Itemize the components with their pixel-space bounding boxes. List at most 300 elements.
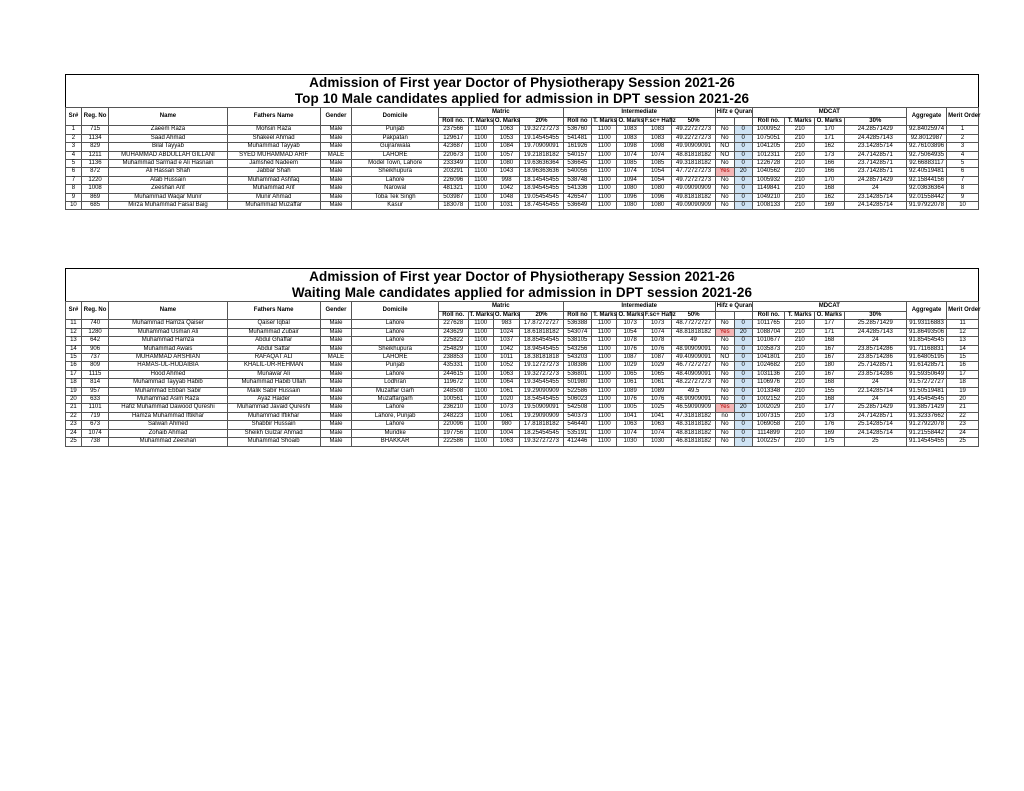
cell-inter-total: 1100 <box>592 337 617 345</box>
cell-inter-total: 1100 <box>592 438 617 446</box>
cell-father-name: Shakeel Ahmad <box>227 134 320 142</box>
cell-inter-roll: 536649 <box>563 202 592 210</box>
cell-merit-order: 20 <box>947 396 979 404</box>
cell-domicile: LAHORE <box>352 354 439 362</box>
cell-mdcat-pct: 24.42857143 <box>844 134 906 142</box>
sub-inter-obtained: O. Marks <box>618 312 644 318</box>
cell-name: Mirza Muhammad Faisal Baig <box>109 202 227 210</box>
cell-reg-no: 737 <box>81 354 108 362</box>
cell-hifz-status: Yes <box>715 328 734 336</box>
cell-inter-fsc-hafiz: 1074 <box>643 328 672 336</box>
cell-mdcat-obtained: 175 <box>815 438 845 446</box>
col-reg: Reg. No <box>81 302 108 320</box>
cell-hifz-status: No <box>715 362 734 370</box>
cell-mdcat-pct: 23.85714286 <box>844 354 906 362</box>
cell-inter-fsc-hafiz: 1080 <box>643 202 672 210</box>
cell-inter-roll: 538748 <box>563 176 592 184</box>
cell-domicile: Lahore <box>352 337 439 345</box>
cell-merit-order: 5 <box>947 160 979 168</box>
cell-mdcat-pct: 25.28571429 <box>844 404 906 412</box>
cell-matric-pct: 19.34545455 <box>520 379 563 387</box>
cell-matric-roll: 237566 <box>438 126 468 134</box>
cell-mdcat-total: 210 <box>785 320 815 328</box>
cell-inter-roll: 536388 <box>563 320 592 328</box>
cell-aggregate: 91.38571429 <box>906 404 946 412</box>
cell-merit-order: 3 <box>947 143 979 151</box>
cell-mdcat-total: 210 <box>785 134 815 142</box>
cell-mdcat-pct: 24.28571429 <box>844 176 906 184</box>
cell-inter-roll: 541336 <box>563 185 592 193</box>
cell-inter-total: 1100 <box>592 404 617 412</box>
cell-gender: Male <box>320 176 352 184</box>
sub-hifz-marks <box>734 312 752 320</box>
cell-mdcat-roll: 1005932 <box>752 176 785 184</box>
cell-gender: Male <box>320 345 352 353</box>
cell-mdcat-total: 210 <box>785 126 815 134</box>
col-matric: Matric <box>438 302 563 312</box>
cell-matric-total: 1100 <box>468 151 493 159</box>
cell-father-name: Ayaz Haider <box>227 396 320 404</box>
cell-matric-pct: 18.94545455 <box>520 345 563 353</box>
cell-father-name: Muhammad Tayyab <box>227 143 320 151</box>
sub-hifz-status <box>715 118 734 126</box>
cell-mdcat-total: 210 <box>785 379 815 387</box>
cell-hifz-status: No <box>715 421 734 429</box>
cell-gender: Male <box>320 143 352 151</box>
cell-sr: 9 <box>66 193 82 201</box>
cell-inter-roll: 543256 <box>563 345 592 353</box>
cell-inter-pct: 48.31818182 <box>672 421 715 429</box>
cell-hifz-status: No <box>715 320 734 328</box>
cell-inter-obtained: 1076 <box>617 345 643 353</box>
cell-inter-obtained: 1083 <box>617 134 643 142</box>
cell-matric-total: 1100 <box>468 412 493 420</box>
cell-hifz-marks: 0 <box>734 193 752 201</box>
cell-name: Muhammad Usman Ali <box>109 328 227 336</box>
cell-matric-roll: 225822 <box>438 337 468 345</box>
cell-mdcat-pct: 25.71428571 <box>844 362 906 370</box>
cell-merit-order: 6 <box>947 168 979 176</box>
cell-mdcat-roll: 1035873 <box>752 345 785 353</box>
cell-inter-roll: 412446 <box>563 438 592 446</box>
cell-merit-order: 2 <box>947 134 979 142</box>
cell-domicile: Sheikhupura <box>352 345 439 353</box>
cell-sr: 7 <box>66 176 82 184</box>
cell-matric-pct: 18.85454545 <box>520 337 563 345</box>
cell-mdcat-obtained: 171 <box>815 328 845 336</box>
cell-sr: 22 <box>66 412 82 420</box>
cell-matric-total: 1100 <box>468 185 493 193</box>
sub-hifz-status <box>715 312 734 320</box>
cell-reg-no: 685 <box>81 202 108 210</box>
cell-mdcat-pct: 24.14285714 <box>844 202 906 210</box>
cell-sr: 10 <box>66 202 82 210</box>
cell-mdcat-roll: 1069058 <box>752 421 785 429</box>
cell-inter-obtained: 1096 <box>617 193 643 201</box>
cell-mdcat-roll: 1106976 <box>752 379 785 387</box>
table-row <box>66 387 979 395</box>
cell-inter-fsc-hafiz: 1054 <box>643 176 672 184</box>
cell-father-name: Jabbar Shah <box>227 168 320 176</box>
cell-gender: Male <box>320 362 352 370</box>
table-row <box>66 421 979 429</box>
col-gender: Gender <box>320 108 352 126</box>
cell-hifz-marks: 0 <box>734 379 752 387</box>
cell-father-name: Malik Sabir Hussain <box>227 387 320 395</box>
cell-mdcat-roll: 1149841 <box>752 185 785 193</box>
cell-aggregate: 91.64805195 <box>906 354 946 362</box>
col-domicile: Domicile <box>352 302 439 320</box>
cell-inter-fsc-hafiz: 1080 <box>643 185 672 193</box>
cell-inter-pct: 49.31818182 <box>672 160 715 168</box>
cell-hifz-marks: 0 <box>734 202 752 210</box>
cell-domicile: Model Town, Lahore <box>352 160 439 168</box>
cell-aggregate: 91.71168831 <box>906 345 946 353</box>
cell-domicile: Punjab <box>352 126 439 134</box>
cell-matric-pct: 18.54545455 <box>520 396 563 404</box>
cell-domicile: Toba Tek Singh <box>352 193 439 201</box>
waiting-candidates-table <box>65 301 979 447</box>
cell-reg-no: 809 <box>81 362 108 370</box>
cell-mdcat-pct: 25 <box>844 438 906 446</box>
cell-inter-obtained: 1063 <box>617 421 643 429</box>
cell-mdcat-obtained: 170 <box>815 176 845 184</box>
cell-matric-roll: 227628 <box>438 320 468 328</box>
cell-mdcat-roll: 1000952 <box>752 126 785 134</box>
cell-hifz-status: No <box>715 429 734 437</box>
cell-inter-total: 1100 <box>592 168 617 176</box>
cell-mdcat-roll: 1024682 <box>752 362 785 370</box>
cell-merit-order: 19 <box>947 387 979 395</box>
cell-matric-total: 1100 <box>468 168 493 176</box>
col-intermediate: Intermediate <box>563 302 715 312</box>
cell-father-name: SYED MUHAMMAD ARIF <box>227 151 320 159</box>
sub-mdcat-pct: 30% <box>844 118 906 126</box>
cell-hifz-status: No <box>715 438 734 446</box>
cell-matric-roll: 423687 <box>438 143 468 151</box>
cell-inter-roll: 543074 <box>563 328 592 336</box>
table-row <box>66 354 979 362</box>
cell-sr: 18 <box>66 379 82 387</box>
cell-father-name: RAFAQAT ALI <box>227 354 320 362</box>
cell-hifz-marks: 0 <box>734 337 752 345</box>
cell-domicile: Muridke <box>352 429 439 437</box>
sub-mdcat-roll: Roll no. <box>752 312 785 320</box>
cell-hifz-status: No <box>715 176 734 184</box>
cell-matric-obtained: 1031 <box>493 202 519 210</box>
cell-domicile: Lahore <box>352 370 439 378</box>
waiting-candidates-section <box>65 268 979 447</box>
cell-matric-pct: 18.14545455 <box>520 176 563 184</box>
table-row <box>66 412 979 420</box>
cell-name: Muhammad Asim Raza <box>109 396 227 404</box>
cell-reg-no: 1280 <box>81 328 108 336</box>
cell-matric-pct: 19.05454545 <box>520 193 563 201</box>
top-candidates-table <box>65 107 979 210</box>
cell-domicile: Lahore <box>352 320 439 328</box>
cell-mdcat-roll: 1041205 <box>752 143 785 151</box>
cell-merit-order: 24 <box>947 429 979 437</box>
cell-domicile: Kasur <box>352 202 439 210</box>
cell-merit-order: 16 <box>947 362 979 370</box>
cell-hifz-marks: 0 <box>734 134 752 142</box>
cell-matric-obtained: 1042 <box>493 345 519 353</box>
cell-mdcat-pct: 24 <box>844 185 906 193</box>
cell-mdcat-roll: 1011765 <box>752 320 785 328</box>
cell-gender: Male <box>320 404 352 412</box>
cell-aggregate: 92.8012987 <box>906 134 946 142</box>
cell-inter-roll: 541481 <box>563 134 592 142</box>
cell-inter-pct: 48.77272727 <box>672 320 715 328</box>
cell-gender: Male <box>320 193 352 201</box>
cell-matric-pct: 19.32727273 <box>520 438 563 446</box>
cell-inter-fsc-hafiz: 1074 <box>643 429 672 437</box>
cell-sr: 21 <box>66 404 82 412</box>
cell-aggregate: 91.93116883 <box>906 320 946 328</box>
cell-inter-obtained: 1083 <box>617 126 643 134</box>
cell-hifz-status: No <box>715 193 734 201</box>
cell-matric-obtained: 1048 <box>493 193 519 201</box>
cell-mdcat-total: 210 <box>785 362 815 370</box>
cell-mdcat-total: 210 <box>785 143 815 151</box>
col-domicile: Domicile <box>352 108 439 126</box>
cell-mdcat-total: 210 <box>785 354 815 362</box>
table-row <box>66 345 979 353</box>
cell-hifz-status: No <box>715 337 734 345</box>
cell-name: Muhammad Tayyab Habib <box>109 379 227 387</box>
cell-sr: 17 <box>66 370 82 378</box>
cell-hifz-marks: 0 <box>734 185 752 193</box>
cell-inter-total: 1100 <box>592 379 617 387</box>
cell-sr: 1 <box>66 126 82 134</box>
sub-inter-obtained: O. Marks <box>618 118 644 124</box>
cell-inter-total: 1100 <box>592 412 617 420</box>
cell-domicile: Muzaffar Garh <box>352 387 439 395</box>
cell-mdcat-total: 210 <box>785 421 815 429</box>
cell-matric-obtained: 1020 <box>493 396 519 404</box>
col-reg: Reg. No <box>81 108 108 126</box>
cell-inter-pct: 49.81818182 <box>672 193 715 201</box>
cell-mdcat-pct: 22.14285714 <box>844 387 906 395</box>
cell-inter-roll: 540157 <box>563 151 592 159</box>
cell-inter-roll: 536645 <box>563 160 592 168</box>
table-row <box>66 396 979 404</box>
col-name: Name <box>109 108 227 126</box>
cell-gender: Male <box>320 387 352 395</box>
cell-matric-roll: 248508 <box>438 387 468 395</box>
cell-inter-fsc-hafiz: 1083 <box>643 126 672 134</box>
cell-matric-roll: 244615 <box>438 370 468 378</box>
cell-matric-pct: 17.81818182 <box>520 421 563 429</box>
cell-gender: Male <box>320 328 352 336</box>
col-matric: Matric <box>438 108 563 118</box>
cell-matric-obtained: 1024 <box>493 328 519 336</box>
cell-inter-obtained: 1080 <box>617 185 643 193</box>
cell-matric-roll: 203291 <box>438 168 468 176</box>
cell-matric-obtained: 998 <box>493 176 519 184</box>
cell-mdcat-obtained: 167 <box>815 370 845 378</box>
cell-name: Muhammad Awais <box>109 345 227 353</box>
cell-sr: 25 <box>66 438 82 446</box>
cell-mdcat-obtained: 170 <box>815 126 845 134</box>
waiting-header-row <box>66 302 979 312</box>
cell-matric-obtained: 1043 <box>493 168 519 176</box>
cell-father-name: Qaiser Iqbal <box>227 320 320 328</box>
cell-name: Zohaib Ahmad <box>109 429 227 437</box>
cell-merit-order: 4 <box>947 151 979 159</box>
cell-hifz-status: No <box>715 370 734 378</box>
table-row <box>66 337 979 345</box>
cell-matric-total: 1100 <box>468 396 493 404</box>
cell-matric-roll: 222586 <box>438 438 468 446</box>
cell-aggregate: 92.66883117 <box>906 160 946 168</box>
cell-matric-pct: 18.38181818 <box>520 354 563 362</box>
cell-name: HAMAS-UL-HUDAIBIA <box>109 362 227 370</box>
cell-inter-fsc-hafiz: 1061 <box>643 379 672 387</box>
cell-mdcat-roll: 1002257 <box>752 438 785 446</box>
cell-matric-obtained: 1063 <box>493 438 519 446</box>
col-father: Fathers Name <box>227 108 320 126</box>
cell-aggregate: 91.32337662 <box>906 412 946 420</box>
cell-sr: 11 <box>66 320 82 328</box>
cell-domicile: Lahore <box>352 404 439 412</box>
cell-hifz-marks: 0 <box>734 387 752 395</box>
cell-inter-roll: 108386 <box>563 362 592 370</box>
cell-inter-fsc-hafiz: 1096 <box>643 193 672 201</box>
cell-reg-no: 1211 <box>81 151 108 159</box>
cell-mdcat-roll: 1041801 <box>752 354 785 362</box>
cell-name: Salwan Ahmed <box>109 421 227 429</box>
cell-inter-pct: 48.22727273 <box>672 379 715 387</box>
cell-reg-no: 673 <box>81 421 108 429</box>
cell-name: Atab Hussain <box>109 176 227 184</box>
cell-inter-obtained: 1029 <box>617 362 643 370</box>
cell-matric-roll: 220673 <box>438 151 468 159</box>
cell-mdcat-roll: 1075051 <box>752 134 785 142</box>
cell-matric-total: 1100 <box>468 404 493 412</box>
cell-domicile: Lahore <box>352 176 439 184</box>
sub-inter-roll: Roll no <box>563 312 592 320</box>
cell-inter-total: 1100 <box>592 134 617 142</box>
cell-inter-roll: 542508 <box>563 404 592 412</box>
col-intermediate: Intermediate <box>563 108 715 118</box>
cell-sr: 3 <box>66 143 82 151</box>
cell-mdcat-roll: 1049210 <box>752 193 785 201</box>
cell-aggregate: 91.21558442 <box>906 429 946 437</box>
cell-merit-order: 15 <box>947 354 979 362</box>
table-row <box>66 202 979 210</box>
cell-matric-roll: 243629 <box>438 328 468 336</box>
cell-hifz-status: No <box>715 379 734 387</box>
cell-hifz-marks: 0 <box>734 176 752 184</box>
cell-inter-total: 1100 <box>592 396 617 404</box>
cell-matric-obtained: 1061 <box>493 387 519 395</box>
cell-matric-roll: 183078 <box>438 202 468 210</box>
cell-mdcat-pct: 24.14285714 <box>844 429 906 437</box>
cell-hifz-status: No <box>715 396 734 404</box>
waiting-candidates-body <box>66 320 979 446</box>
cell-merit-order: 10 <box>947 202 979 210</box>
cell-merit-order: 7 <box>947 176 979 184</box>
cell-name: Muhammad Sarmad e Ali Hasnain <box>109 160 227 168</box>
cell-mdcat-roll: 1002152 <box>752 396 785 404</box>
cell-hifz-marks: 0 <box>734 396 752 404</box>
cell-inter-roll: 536760 <box>563 126 592 134</box>
cell-sr: 14 <box>66 345 82 353</box>
sub-hifz-marks <box>734 118 752 126</box>
cell-reg-no: 740 <box>81 320 108 328</box>
cell-gender: Male <box>320 134 352 142</box>
cell-sr: 24 <box>66 429 82 437</box>
cell-mdcat-total: 210 <box>785 345 815 353</box>
cell-sr: 15 <box>66 354 82 362</box>
cell-reg-no: 829 <box>81 143 108 151</box>
cell-merit-order: 14 <box>947 345 979 353</box>
cell-father-name: Muhammad Shoaib <box>227 438 320 446</box>
cell-matric-obtained: 1064 <box>493 379 519 387</box>
sub-matric-roll: Roll no. <box>438 312 468 320</box>
cell-merit-order: 22 <box>947 412 979 420</box>
cell-name: Hood Ahmed <box>109 370 227 378</box>
cell-mdcat-obtained: 168 <box>815 185 845 193</box>
cell-mdcat-pct: 24 <box>844 337 906 345</box>
cell-inter-total: 1100 <box>592 421 617 429</box>
cell-domicile: Muzaffargarh <box>352 396 439 404</box>
cell-father-name: Mohsin Raza <box>227 126 320 134</box>
cell-father-name: Muhammad Zubair <box>227 328 320 336</box>
cell-mdcat-total: 210 <box>785 412 815 420</box>
cell-gender: Male <box>320 421 352 429</box>
cell-reg-no: 642 <box>81 337 108 345</box>
cell-hifz-status: NO <box>715 354 734 362</box>
table-row <box>66 134 979 142</box>
cell-name: Muhammad Hamza Qaiser <box>109 320 227 328</box>
top-header-row <box>66 108 979 118</box>
cell-mdcat-total: 210 <box>785 438 815 446</box>
cell-mdcat-total: 210 <box>785 176 815 184</box>
cell-mdcat-obtained: 162 <box>815 143 845 151</box>
cell-inter-obtained: 1085 <box>617 160 643 168</box>
cell-sr: 20 <box>66 396 82 404</box>
cell-matric-roll: 236210 <box>438 404 468 412</box>
cell-inter-obtained: 1061 <box>617 379 643 387</box>
sub-inter-fsc-hafiz: F.sc+ Hafiz <box>644 118 676 124</box>
cell-reg-no: 1008 <box>81 185 108 193</box>
cell-hifz-marks: 0 <box>734 362 752 370</box>
cell-merit-order: 1 <box>947 126 979 134</box>
cell-hifz-status: No <box>715 160 734 168</box>
cell-inter-roll: 506023 <box>563 396 592 404</box>
waiting-title-sub: Waiting Male candidates applied for admission in DPT session 2021-26 <box>291 285 753 300</box>
cell-hifz-status: No <box>715 185 734 193</box>
cell-mdcat-total: 210 <box>785 429 815 437</box>
cell-matric-pct: 17.87272727 <box>520 320 563 328</box>
cell-matric-total: 1100 <box>468 337 493 345</box>
cell-matric-pct: 18.96363636 <box>520 168 563 176</box>
cell-matric-pct: 19.50909091 <box>520 404 563 412</box>
cell-matric-roll: 435331 <box>438 362 468 370</box>
cell-father-name: Munawar Ali <box>227 370 320 378</box>
cell-inter-roll: 538105 <box>563 337 592 345</box>
cell-mdcat-total: 210 <box>785 337 815 345</box>
cell-hifz-status: No <box>715 345 734 353</box>
cell-inter-obtained: 1073 <box>617 320 643 328</box>
cell-hifz-status: no <box>715 412 734 420</box>
cell-inter-roll: 161926 <box>563 143 592 151</box>
cell-matric-obtained: 1042 <box>493 185 519 193</box>
cell-mdcat-obtained: 173 <box>815 151 845 159</box>
cell-reg-no: 1115 <box>81 370 108 378</box>
